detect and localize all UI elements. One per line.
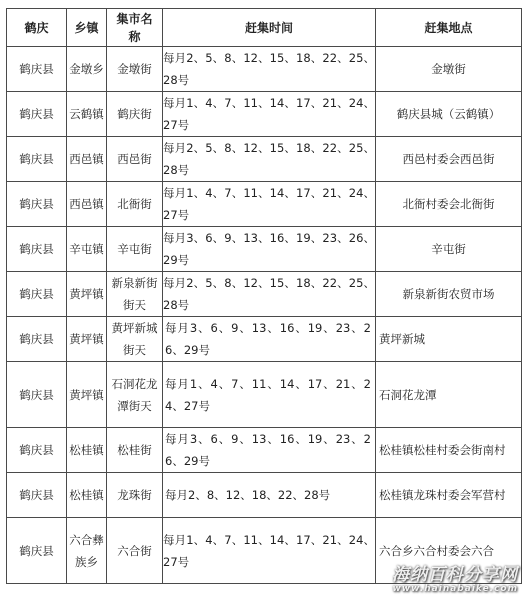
market-cell: 金墩街 xyxy=(107,47,163,92)
header-place: 赶集地点 xyxy=(376,9,522,47)
market-cell: 黄坪新城街天 xyxy=(107,317,163,362)
place-cell: 新泉新街农贸市场 xyxy=(376,272,522,317)
time-cell: 每月2、8、12、18、22、28号 xyxy=(163,473,376,518)
town-cell: 金墩乡 xyxy=(67,47,107,92)
table-row xyxy=(7,428,522,473)
table-row xyxy=(7,362,522,428)
county-cell: 鹤庆县 xyxy=(7,272,67,317)
town-cell: 黄坪镇 xyxy=(67,362,107,428)
time-cell: 每月3、6、9、13、16、19、23、26、29号 xyxy=(163,317,376,362)
place-cell: 金墩街 xyxy=(376,47,522,92)
time-cell: 每月2、5、8、12、15、18、22、25、28号 xyxy=(163,137,376,182)
market-cell: 松桂街 xyxy=(107,428,163,473)
table-row xyxy=(7,47,522,92)
town-cell: 松桂镇 xyxy=(67,473,107,518)
county-cell: 鹤庆县 xyxy=(7,518,67,584)
market-cell: 石洞花龙潭街天 xyxy=(107,362,163,428)
county-cell: 鹤庆县 xyxy=(7,182,67,227)
town-cell: 黄坪镇 xyxy=(67,317,107,362)
table-row xyxy=(7,227,522,272)
table-row xyxy=(7,473,522,518)
site-watermark xyxy=(392,566,518,594)
place-cell: 六合乡六合村委会六合 xyxy=(376,518,522,584)
town-cell: 西邑镇 xyxy=(67,137,107,182)
town-cell: 西邑镇 xyxy=(67,182,107,227)
town-cell: 松桂镇 xyxy=(67,428,107,473)
time-cell: 每月1、4、7、11、14、17、21、24、27号 xyxy=(163,92,376,137)
place-cell: 黄坪新城 xyxy=(376,317,522,362)
county-cell: 鹤庆县 xyxy=(7,317,67,362)
county-cell: 鹤庆县 xyxy=(7,473,67,518)
table-row xyxy=(7,317,522,362)
town-cell: 黄坪镇 xyxy=(67,272,107,317)
market-cell: 西邑街 xyxy=(107,137,163,182)
table-row xyxy=(7,272,522,317)
place-cell: 西邑村委会西邑街 xyxy=(376,137,522,182)
table-row xyxy=(7,137,522,182)
county-cell: 鹤庆县 xyxy=(7,47,67,92)
place-cell: 辛屯街 xyxy=(376,227,522,272)
table-row xyxy=(7,92,522,137)
market-cell: 鹤庆街 xyxy=(107,92,163,137)
time-cell: 每月1、4、7、11、14、17、21、24、27号 xyxy=(163,182,376,227)
place-cell: 石洞花龙潭 xyxy=(376,362,522,428)
county-cell: 鹤庆县 xyxy=(7,92,67,137)
watermark-url: www.hainabaike.com xyxy=(392,584,518,594)
market-cell: 龙珠街 xyxy=(107,473,163,518)
place-cell: 鹤庆县城（云鹤镇） xyxy=(376,92,522,137)
market-cell: 北衙街 xyxy=(107,182,163,227)
place-cell: 松桂镇松桂村委会街南村 xyxy=(376,428,522,473)
market-schedule-table xyxy=(6,8,522,584)
header-market: 集市名称 xyxy=(107,9,163,47)
time-cell: 每月1、4、7、11、14、17、21、24、27号 xyxy=(163,518,376,584)
county-cell: 鹤庆县 xyxy=(7,227,67,272)
header-town: 乡镇 xyxy=(67,9,107,47)
town-cell: 六合彝族乡 xyxy=(67,518,107,584)
time-cell: 每月3、6、9、13、16、19、23、26、29号 xyxy=(163,428,376,473)
table-row xyxy=(7,182,522,227)
county-cell: 鹤庆县 xyxy=(7,428,67,473)
time-cell: 每月1、4、7、11、14、17、21、24、27号 xyxy=(163,362,376,428)
time-cell: 每月3、6、9、13、16、19、23、26、29号 xyxy=(163,227,376,272)
county-cell: 鹤庆县 xyxy=(7,137,67,182)
header-county: 鹤庆 xyxy=(7,9,67,47)
watermark-text: 海纳百科分享网 xyxy=(392,565,518,585)
time-cell: 每月2、5、8、12、15、18、22、25、28号 xyxy=(163,47,376,92)
county-cell: 鹤庆县 xyxy=(7,362,67,428)
header-time: 赶集时间 xyxy=(163,9,376,47)
time-cell: 每月2、5、8、12、15、18、22、25、28号 xyxy=(163,272,376,317)
place-cell: 松桂镇龙珠村委会军营村 xyxy=(376,473,522,518)
market-cell: 六合街 xyxy=(107,518,163,584)
market-cell: 新泉新街街天 xyxy=(107,272,163,317)
town-cell: 辛屯镇 xyxy=(67,227,107,272)
place-cell: 北衙村委会北衙街 xyxy=(376,182,522,227)
town-cell: 云鹤镇 xyxy=(67,92,107,137)
table-header-row xyxy=(7,9,522,47)
market-cell: 辛屯街 xyxy=(107,227,163,272)
